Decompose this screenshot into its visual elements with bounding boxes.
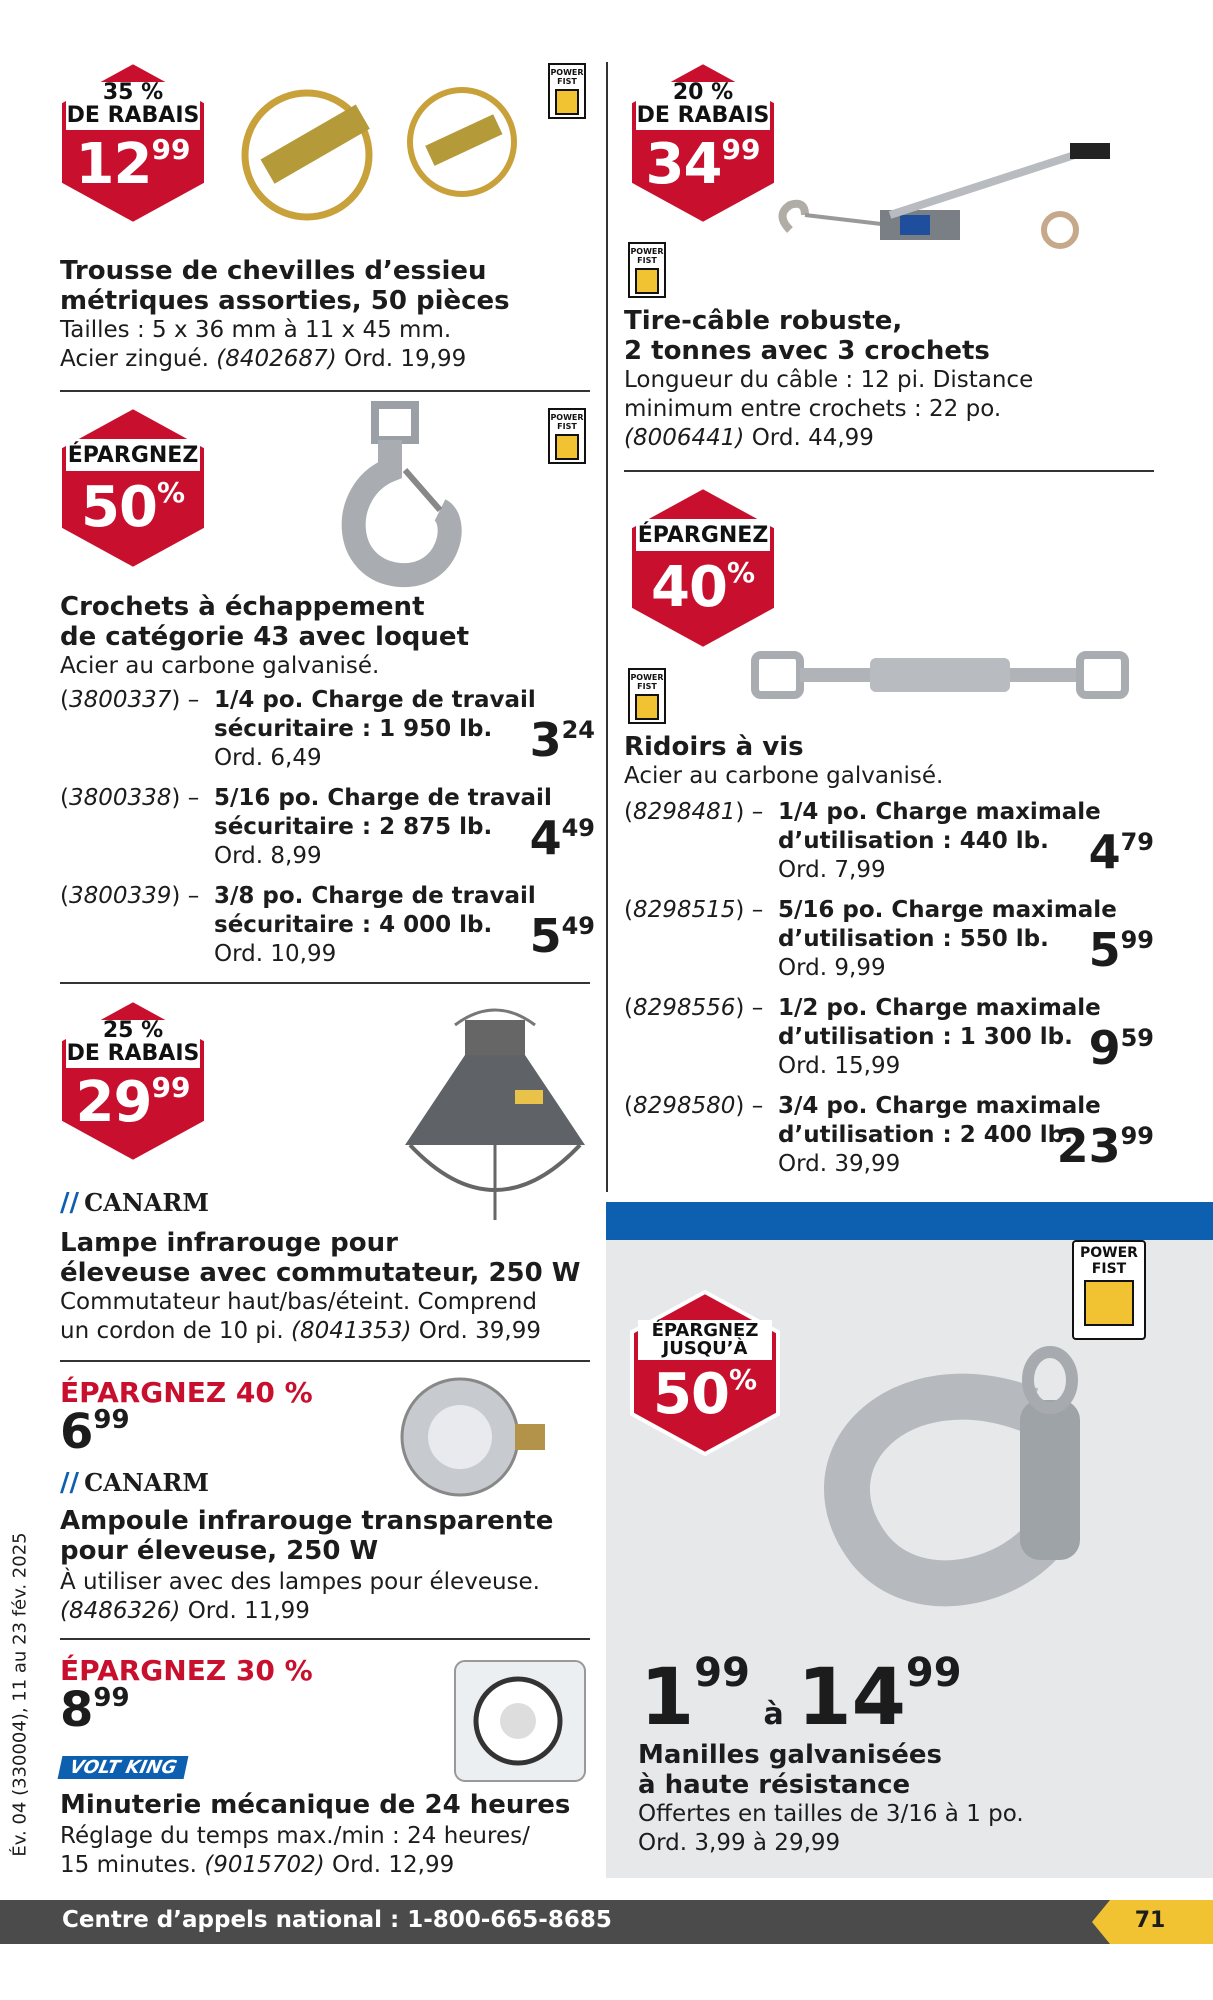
sale-price: 1299 [75,132,191,197]
power-fist-logo: POWER FIST [548,408,586,464]
variant-row: (8298515) – 5/16 po. Charge maximale d’utilisation : 550 lb. Ord. 9,99 599 [624,897,1154,981]
hook-image [330,400,470,590]
save-label: ÉPARGNEZ 30 % [60,1654,313,1687]
product-description: À utiliser avec des lampes pour éleveuse. (8486326) Ord. 11,99 [60,1569,540,1624]
discount-badge-20 [628,60,778,226]
badge-label: DE RABAIS [66,1041,200,1066]
badge-percent: 35 % [102,80,164,105]
sale-price: 899 [60,1682,130,1738]
page-number: 71 [1134,1908,1166,1933]
badge-label: ÉPARGNEZ [637,523,769,548]
product-title: Crochets à échappement de catégorie 43 avec loquet [60,592,469,652]
shackle-image [780,1340,1110,1640]
power-fist-logo: POWER FIST [628,668,666,724]
brand-logo-canarm: // CANARM [60,1188,209,1218]
discount-badge-40 [628,485,778,651]
badge-percent: 20 % [672,80,734,105]
sale-price: 2999 [75,1070,191,1135]
variant-list [60,686,595,980]
divider [624,470,1154,472]
edition-note: Év. 04 (330004), 11 au 23 fév. 2025 [9,1532,31,1857]
product-description: Offertes en tailles de 3/16 à 1 po. Ord. 3,99 à 29,99 [638,1801,1024,1856]
variant-price: 449 [529,811,595,865]
product-description: Réglage du temps max./min : 24 heures/ 15 minutes. (9015702) Ord. 12,99 [60,1823,530,1878]
divider [60,390,590,392]
price-range: 199 à 1499 [640,1650,962,1743]
divider [60,1638,590,1640]
product-description: Tailles : 5 x 36 mm à 11 x 45 mm. Acier zingué. (8402687) Ord. 19,99 [60,317,467,372]
variant-price: 2399 [1056,1119,1154,1173]
variant-price: 549 [529,909,595,963]
power-fist-logo: POWER FIST [548,63,586,119]
product-description: Acier au carbone galvanisé. [60,653,380,679]
sale-price: 699 [60,1404,130,1460]
product-title: Ampoule infrarouge transparente pour éleveuse, 250 W [60,1506,554,1566]
timer-image [450,1656,590,1786]
variant-row: (8298481) – 1/4 po. Charge maximale d’utilisation : 440 lb. Ord. 7,99 479 [624,799,1154,883]
sale-price: 3499 [645,132,761,197]
linch-pin-image [232,80,532,230]
variant-price: 599 [1088,923,1154,977]
product-description: Longueur du câble : 12 pi. Distance minimum entre crochets : 22 po. (8006441) Ord. 44,99 [624,367,1034,451]
power-fist-logo-large: POWER FIST [1072,1240,1146,1340]
badge-label: ÉPARGNEZ [67,443,199,468]
discount-badge-50 [58,405,208,571]
product-title: Trousse de chevilles d’essieu métriques assorties, 50 pièces [60,256,510,316]
variant-list [624,798,1154,1190]
power-fist-logo: POWER FIST [628,242,666,298]
product-description: Commutateur haut/bas/éteint. Comprend un cordon de 10 pi. (8041353) Ord. 39,99 [60,1289,541,1344]
variant-price: 324 [529,713,595,767]
column-divider [606,62,608,1192]
variant-price: 479 [1088,825,1154,879]
save-label: ÉPARGNEZ 40 % [60,1376,313,1409]
product-title: Tire-câble robuste, 2 tonnes avec 3 crochets [624,306,990,366]
variant-row: (8298580) – 3/4 po. Charge maximale d’utilisation : 2 400 lb. Ord. 39,99 2399 [624,1093,1154,1177]
blue-band [606,1202,1213,1240]
variant-row: (3800337) – 1/4 po. Charge de travail sécuritaire : 1 950 lb. Ord. 6,49 324 [60,687,595,771]
discount-badge-25 [58,998,208,1164]
divider [60,982,590,984]
product-title: Lampe infrarouge pour éleveuse avec commutateur, 250 W [60,1228,581,1288]
variant-row: (8298556) – 1/2 po. Charge maximale d’utilisation : 1 300 lb. Ord. 15,99 959 [624,995,1154,1079]
variant-row: (3800339) – 3/8 po. Charge de travail sécuritaire : 4 000 lb. Ord. 10,99 549 [60,883,595,967]
discount-badge-35 [58,60,208,226]
badge-label: DE RABAIS [636,103,770,128]
badge-percent: 50% [653,1362,757,1427]
badge-percent: 40% [651,555,755,620]
badge-percent: 25 % [102,1018,164,1043]
badge-label-2: JUSQU’À [662,1338,748,1359]
variant-price: 959 [1088,1021,1154,1075]
badge-label: ÉPARGNEZ [651,1320,759,1341]
divider [60,1360,590,1362]
product-title: Manilles galvanisées à haute résistance [638,1740,943,1800]
variant-row: (3800338) – 5/16 po. Charge de travail sécuritaire : 2 875 lb. Ord. 8,99 449 [60,785,595,869]
badge-percent: 50% [81,475,185,540]
product-description: Acier au carbone galvanisé. [624,763,944,789]
brand-logo-canarm: // CANARM [60,1468,209,1498]
discount-badge-up-to-50 [630,1290,780,1456]
heat-bulb-image [390,1372,560,1502]
cable-puller-image [770,135,1120,260]
product-title: Ridoirs à vis [624,732,804,762]
badge-label: DE RABAIS [66,103,200,128]
brand-logo-volt-king: VOLT KING [58,1756,189,1779]
call-center-number: Centre d’appels national : 1-800-665-8685 [62,1907,612,1933]
product-title: Minuterie mécanique de 24 heures [60,1790,571,1820]
turnbuckle-image [750,640,1150,710]
brooder-lamp-image [395,995,595,1225]
